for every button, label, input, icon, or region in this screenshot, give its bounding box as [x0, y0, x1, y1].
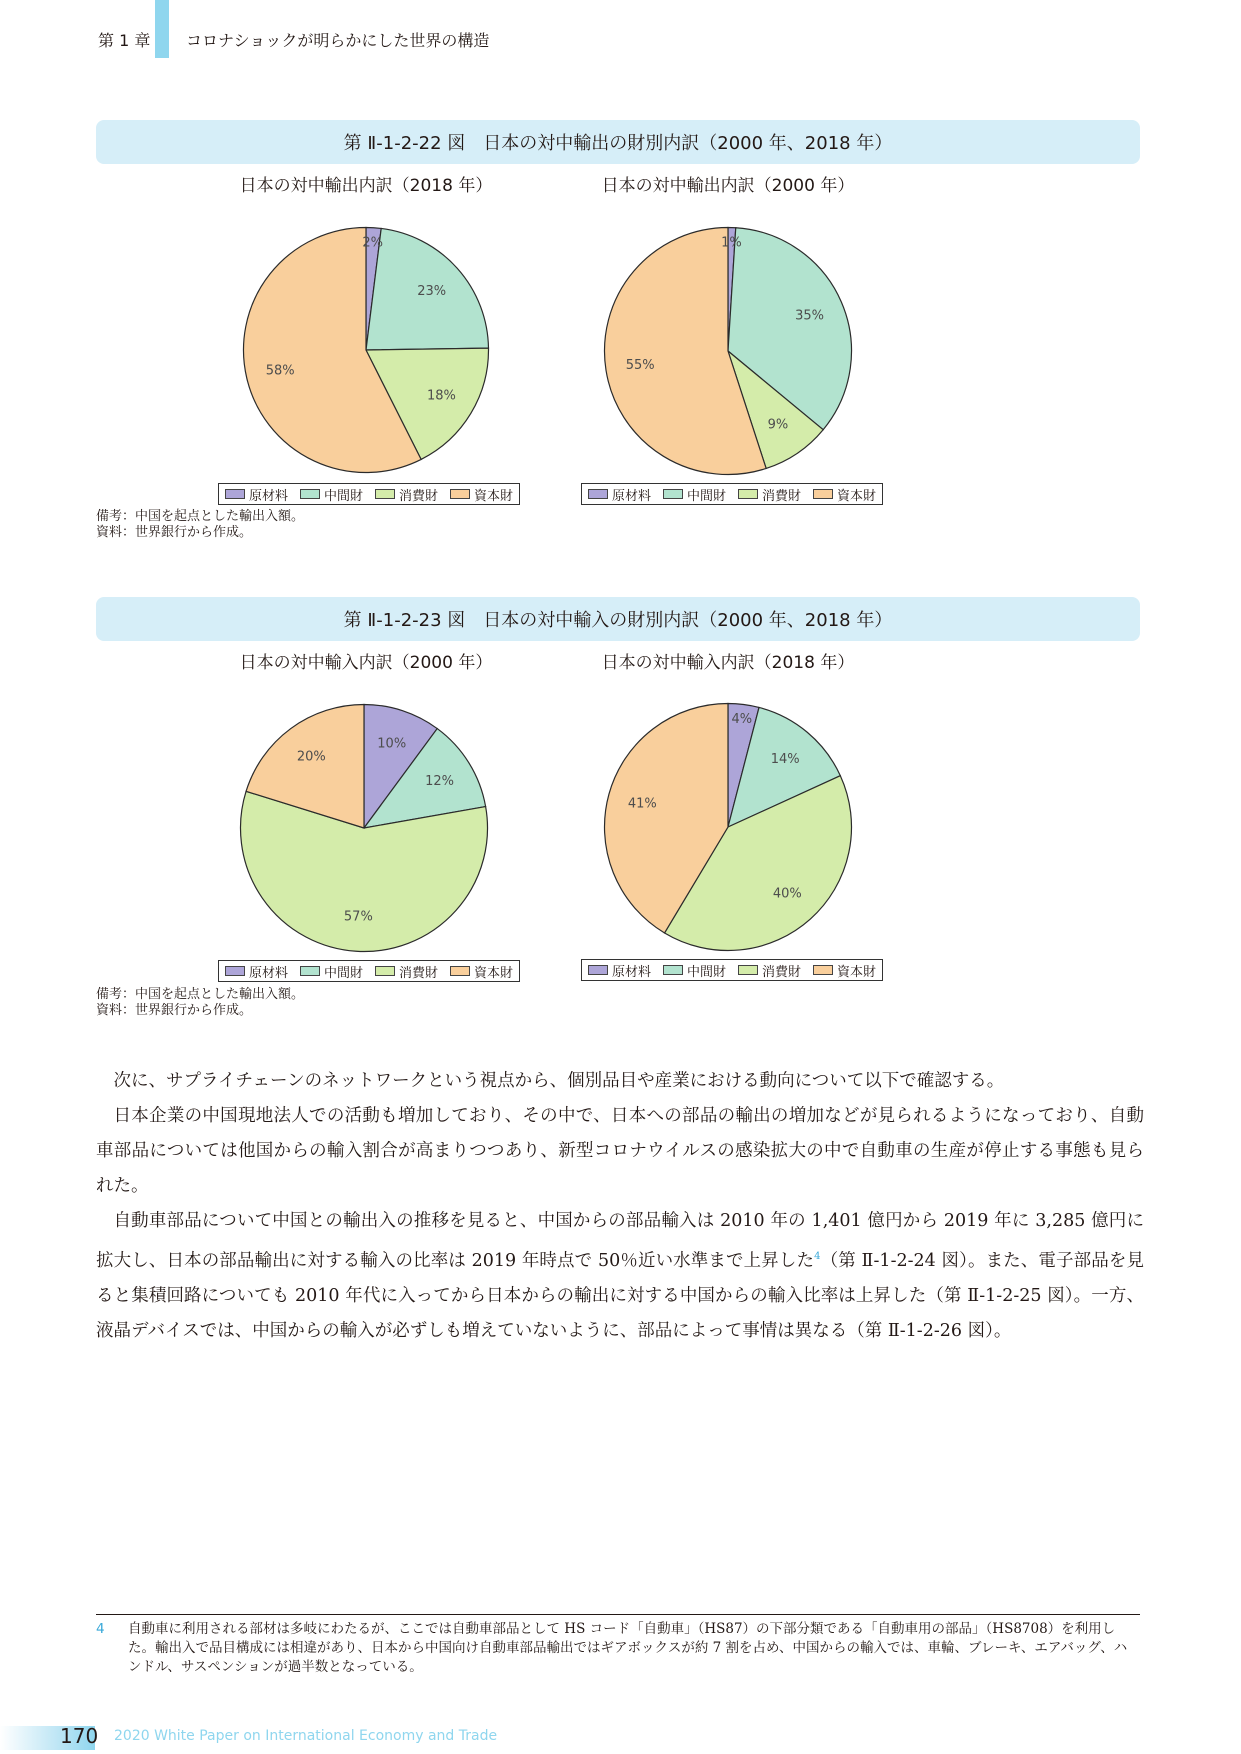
- data-label-intermediate-goods: 12%: [425, 774, 455, 790]
- legend-label: 資本財: [474, 965, 514, 981]
- footnote-rule: [96, 1614, 1140, 1615]
- legend-fig22-left: [218, 483, 520, 505]
- legend-swatch: [588, 489, 608, 499]
- legend-item-raw-materials: [225, 485, 288, 504]
- legend-fig22-right: [581, 483, 883, 505]
- legend-item-raw-materials: [588, 485, 651, 504]
- figure-23-notes: [96, 987, 304, 1019]
- legend-swatch: [375, 966, 395, 976]
- legend-item-capital-goods: [450, 962, 513, 981]
- legend-label: 消費財: [399, 965, 439, 981]
- body-text: [96, 1064, 1144, 1349]
- legend-item-intermediate-goods: [300, 962, 363, 981]
- figure-22-source: 資料：世界銀行から作成。: [96, 525, 253, 540]
- legend-label: 原材料: [249, 965, 289, 981]
- legend-fig23-left: [218, 960, 520, 982]
- data-label-capital-goods: 58%: [265, 363, 295, 379]
- legend-swatch: [450, 489, 470, 499]
- legend-swatch: [663, 965, 683, 975]
- paragraph-3-part-2: （第 Ⅱ-1-2-24 図）。また、電子部品を見ると集積回路についても 2010 年代に入ってから日本からの輸出に対する中国からの輸入比率は上昇した（第 Ⅱ-1-2-25 図）。一方、液晶デバイスでは、中国からの輸入が必ずしも増えていないように、部品によって事情は異なる（第 Ⅱ-1-2-26 図）。: [96, 1250, 1144, 1341]
- paragraph-3: [96, 1204, 1144, 1349]
- data-label-consumer-goods: 18%: [426, 388, 456, 404]
- legend-swatch: [450, 966, 470, 976]
- legend-swatch: [225, 966, 245, 976]
- figure-23-note: 備考：中国を起点とした輸出入額。: [96, 987, 305, 1002]
- legend-swatch: [738, 489, 758, 499]
- data-label-consumer-goods: 9%: [767, 417, 789, 433]
- legend-item-raw-materials: [588, 961, 651, 980]
- legend-item-intermediate-goods: [663, 961, 726, 980]
- legend-label: 中間財: [324, 965, 364, 981]
- figure-22-title: 第 Ⅱ-1-2-22 図 日本の対中輸出の財別内訳（2000 年、2018 年）: [96, 120, 1140, 164]
- legend-label: 消費財: [762, 488, 802, 504]
- legend-swatch: [375, 489, 395, 499]
- paragraph-1: 次に、サプライチェーンのネットワークという視点から、個別品目や産業における動向について以下で確認する。: [113, 1071, 1005, 1091]
- page-number: 170: [60, 1724, 99, 1748]
- figure-23-title: 第 Ⅱ-1-2-23 図 日本の対中輸入の財別内訳（2000 年、2018 年）: [96, 597, 1140, 641]
- legend-item-consumer-goods: [375, 485, 438, 504]
- footnote-text: 自動車に利用される部材は多岐にわたるが、ここでは自動車部品として HS コード「自動車」（HS87）の下部分類である「自動車用の部品」（HS8708）を利用した。輸出入で品目構成には相違があり、日本から中国向け自動車部品輸出ではギアボックスが約 7 割を占め、中国からの輸入では、車輪、ブレーキ、エアバッグ、ハンドル、サスペンションが過半数となっている。: [128, 1621, 1128, 1675]
- legend-swatch: [225, 489, 245, 499]
- data-label-raw-materials: 10%: [377, 736, 407, 752]
- legend-label: 原材料: [612, 488, 652, 504]
- footnote-number: 4: [96, 1621, 105, 1637]
- figure-23-source: 資料：世界銀行から作成。: [96, 1003, 253, 1018]
- legend-item-consumer-goods: [738, 485, 801, 504]
- pie-1-title: 日本の対中輸出内訳（2018 年）: [239, 176, 493, 196]
- figure-22-notes: [96, 509, 304, 541]
- data-label-consumer-goods: 57%: [343, 909, 373, 925]
- legend-label: 原材料: [612, 964, 652, 980]
- legend-swatch: [663, 489, 683, 499]
- pie-4-title: 日本の対中輸入内訳（2018 年）: [601, 653, 855, 673]
- data-label-raw-materials: 4%: [731, 712, 753, 728]
- pie-chart-import-2018: [603, 702, 853, 952]
- pie-chart-import-2000: [239, 703, 489, 953]
- legend-item-consumer-goods: [375, 962, 438, 981]
- legend-item-capital-goods: [813, 485, 876, 504]
- legend-label: 資本財: [837, 964, 877, 980]
- legend-label: 消費財: [762, 964, 802, 980]
- legend-label: 原材料: [249, 488, 289, 504]
- legend-item-intermediate-goods: [300, 485, 363, 504]
- data-label-consumer-goods: 40%: [772, 886, 802, 902]
- legend-swatch: [738, 965, 758, 975]
- legend-label: 資本財: [474, 488, 514, 504]
- data-label-intermediate-goods: 23%: [417, 284, 447, 300]
- legend-swatch: [300, 966, 320, 976]
- legend-label: 消費財: [399, 488, 439, 504]
- legend-swatch: [588, 965, 608, 975]
- legend-item-intermediate-goods: [663, 485, 726, 504]
- data-label-capital-goods: 41%: [627, 796, 657, 812]
- pie-chart-export-2000: [603, 226, 853, 476]
- footnote: [96, 1620, 1140, 1677]
- figure-22-note: 備考：中国を起点とした輸出入額。: [96, 509, 305, 524]
- data-label-intermediate-goods: 14%: [770, 751, 800, 767]
- legend-item-capital-goods: [450, 485, 513, 504]
- data-label-intermediate-goods: 35%: [795, 308, 825, 324]
- legend-item-capital-goods: [813, 961, 876, 980]
- legend-swatch: [813, 489, 833, 499]
- pie-3-title: 日本の対中輸入内訳（2000 年）: [239, 653, 493, 673]
- publication-title: 2020 White Paper on International Economy and Trade: [114, 1728, 498, 1744]
- legend-item-consumer-goods: [738, 961, 801, 980]
- legend-label: 中間財: [687, 488, 727, 504]
- legend-fig23-right: [581, 959, 883, 981]
- chapter-label: 第 1 章: [98, 31, 151, 50]
- legend-label: 中間財: [687, 964, 727, 980]
- paragraph-2: 日本企業の中国現地法人での活動も増加しており、その中で、日本への部品の輸出の増加などが見られるようになっており、自動車部品については他国からの輸入割合が高まりつつあり、新型コロナウイルスの感染拡大の中で自動車の生産が停止する事態も見られた。: [96, 1106, 1144, 1196]
- pie-chart-export-2018: [242, 226, 490, 474]
- legend-swatch: [300, 489, 320, 499]
- pie-2-title: 日本の対中輸出内訳（2000 年）: [601, 176, 855, 196]
- legend-item-raw-materials: [225, 962, 288, 981]
- paragraph-3-part-1: 自動車部品について中国との輸出入の推移を見ると、中国からの部品輸入は 2010 年の 1,401 億円から 2019 年に 3,285 億円に拡大し、日本の部品輸出に対する輸入の比率は 2019 年時点で 50％近い水準まで上昇した: [96, 1211, 1144, 1271]
- legend-label: 資本財: [837, 488, 877, 504]
- legend-label: 中間財: [324, 488, 364, 504]
- legend-swatch: [813, 965, 833, 975]
- chapter-tab-bar: [155, 0, 169, 58]
- data-label-capital-goods: 20%: [296, 749, 326, 765]
- chapter-title: コロナショックが明らかにした世界の構造: [186, 31, 490, 50]
- data-label-raw-materials: 2%: [362, 235, 384, 251]
- data-label-raw-materials: 1%: [721, 235, 742, 251]
- data-label-capital-goods: 55%: [625, 357, 655, 373]
- footnote-ref-4[interactable]: 4: [814, 1251, 821, 1262]
